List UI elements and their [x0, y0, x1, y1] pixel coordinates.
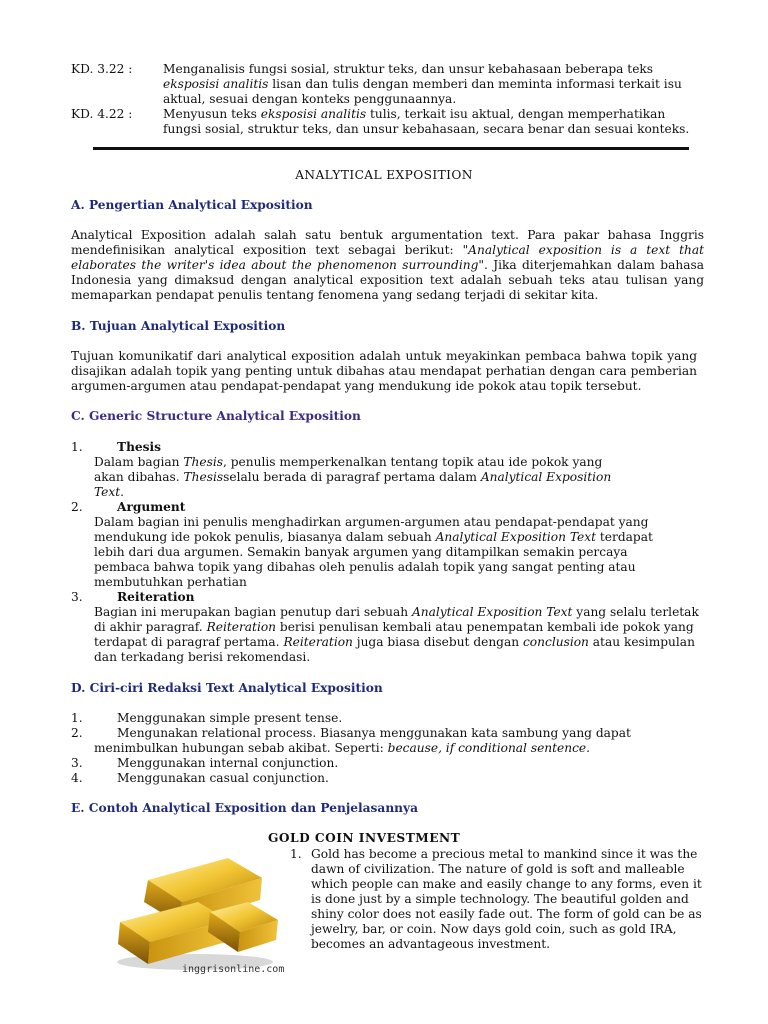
- structure-text-argument: Dalam bagian ini penulis menghadirkan argumen-argumen atau pendapat-pendapat yang mendukung ide pokok penulis, biasanya dalam sebuah Analytical Exposition Text terdapat lebih dari dua argumen. Semakin banyak argumen yang ditampilkan semakin percaya pembaca bahwa topik yang dibahas oleh penulis adalah topik yang sangat penting atau membutuhkan perhatian: [94, 515, 653, 589]
- example-title: GOLD COIN INVESTMENT: [268, 831, 461, 845]
- feature-item: Menggunakan internal conjunction.: [117, 756, 339, 770]
- structure-title-reiteration: Reiteration: [117, 590, 195, 604]
- structure-title-thesis: Thesis: [117, 440, 162, 454]
- list-number: 1.: [71, 440, 83, 454]
- section-a-heading: A. Pengertian Analytical Exposition: [71, 198, 313, 212]
- kd-code: KD. 4.22 :: [71, 107, 133, 121]
- section-b-heading: B. Tujuan Analytical Exposition: [71, 319, 286, 333]
- section-a-paragraph: Analytical Exposition adalah salah satu bentuk argumentation text. Para pakar bahasa Inggris mendefinisikan analytical exposition text sebagai berikut: "Analytical exposition is a text that elaborates the writer's idea about the phenomenon surrounding". Jika diterjemahkan dalam bahasa Indonesia yang dimaksud dengan analytical exposition text adalah sebuah teks atau tulisan yang memaparkan pendapat penulis tentang fenomena yang sedang terjadi di sekitar kita.: [71, 228, 704, 302]
- section-d-heading: D. Ciri-ciri Redaksi Text Analytical Exposition: [71, 681, 383, 695]
- kd-description: Menyusun teks eksposisi analitis tulis, terkait isu aktual, dengan memperhatikan fungsi sosial, struktur teks, dan unsur kebahasaan, secara benar dan sesuai konteks.: [163, 107, 690, 136]
- list-number: 1.: [71, 711, 83, 725]
- gold-bars-image: [110, 850, 285, 975]
- document-title: ANALYTICAL EXPOSITION: [295, 168, 473, 182]
- list-number: 2.: [71, 726, 83, 740]
- image-watermark: inggrisonline.com: [182, 964, 285, 975]
- list-number: 2.: [71, 500, 83, 514]
- section-b-paragraph: Tujuan komunikatif dari analytical exposition adalah untuk meyakinkan pembaca bahwa topik yang disajikan adalah topik yang penting untuk dibahas atau mendapat perhatian dengan cara pemberian argumen-argumen atau pendapat-pendapat yang mendukung ide pokok atau topik tersebut.: [71, 349, 697, 393]
- list-number: 3.: [71, 590, 83, 604]
- section-c-heading: C. Generic Structure Analytical Exposition: [71, 409, 361, 423]
- feature-item: Menggunakan simple present tense.: [117, 711, 343, 725]
- structure-text-thesis: Dalam bagian Thesis, penulis memperkenalkan tentang topik atau ide pokok yang akan dibahas. Thesisselalu berada di paragraf pertama dalam Analytical Exposition Text.: [94, 455, 612, 499]
- kd-code: KD. 3.22 :: [71, 62, 133, 76]
- list-number: 3.: [71, 756, 83, 770]
- structure-text-reiteration: Bagian ini merupakan bagian penutup dari sebuah Analytical Exposition Text yang selalu terletak di akhir paragraf. Reiteration berisi penulisan kembali atau penempatan kembali ide pokok yang terdapat di paragraf pertama. Reiteration juga biasa disebut dengan conclusion atau kesimpulan dan terkadang berisi rekomendasi.: [94, 605, 699, 664]
- list-number: 4.: [71, 771, 83, 785]
- feature-item-continuation: menimbulkan hubungan sebab akibat. Seperti: because, if conditional sentence.: [94, 741, 591, 755]
- feature-item: Menggunakan casual conjunction.: [117, 771, 329, 785]
- section-e-heading: E. Contoh Analytical Exposition dan Penjelasannya: [71, 801, 419, 815]
- example-paragraph: Gold has become a precious metal to mankind since it was the dawn of civilization. The nature of gold is soft and malleable which people can make and easily change to any forms, even it is done just by a simple technology. The beautiful golden and shiny color does not easily fade out. The form of gold can be as jewelry, bar, or coin. Now days gold coin, such as gold IRA, becomes an advantageous investment.: [311, 847, 702, 951]
- feature-item: Mengunakan relational process. Biasanya menggunakan kata sambung yang dapat: [117, 726, 631, 740]
- divider-rule: [93, 147, 689, 150]
- list-number: 1.: [290, 847, 302, 861]
- structure-title-argument: Argument: [117, 500, 186, 514]
- kd-description: Menganalisis fungsi sosial, struktur teks, dan unsur kebahasaan beberapa teks eksposisi analitis lisan dan tulis dengan memberi dan meminta informasi terkait isu aktual, sesuai dengan konteks penggunaannya.: [163, 62, 682, 106]
